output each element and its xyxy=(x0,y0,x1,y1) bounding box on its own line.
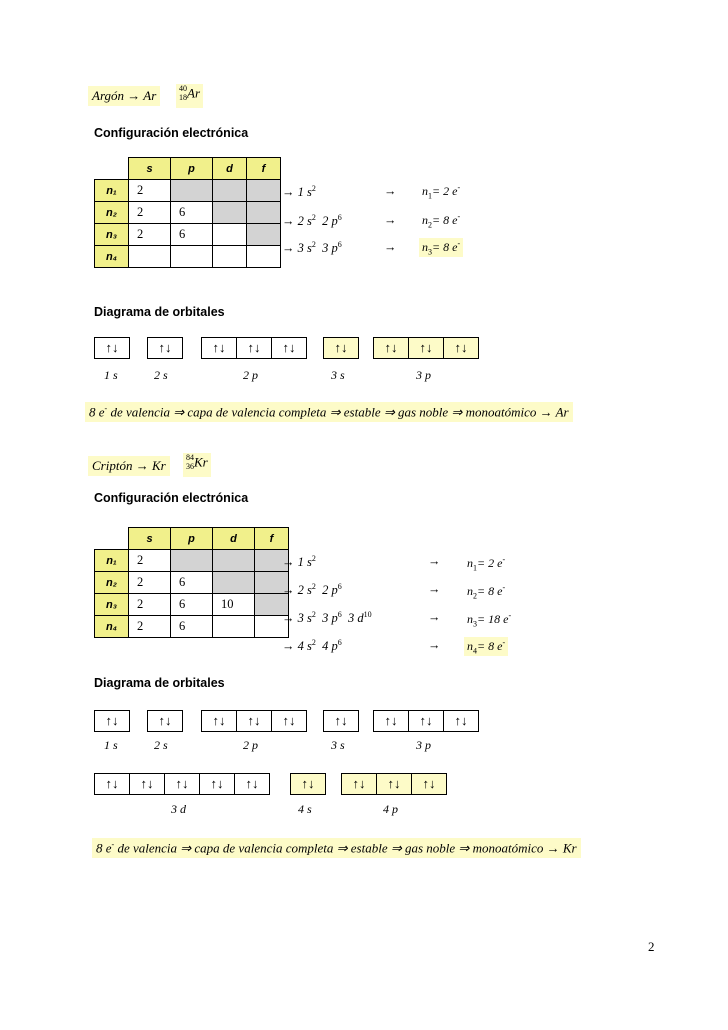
cell-n2-d xyxy=(213,202,247,224)
row-header-n4: n₄ xyxy=(95,246,129,268)
row-header-n2: n₂ xyxy=(95,202,129,224)
argon-valence-summary: 8 e- de valencia ⇒ capa de valencia completa ⇒ estable ⇒ gas noble ⇒ monoatómico → Ar xyxy=(85,402,573,422)
orbital-box-4s: ↑↓ xyxy=(290,773,326,795)
cell-n3-s: 2 xyxy=(129,594,171,616)
cell-n1-p xyxy=(171,550,213,572)
cell-n3-s: 2 xyxy=(129,224,171,246)
kripton-eq-n3: → 3 $s^2$ 3 $p^6$ 3 $d^{10}$ xyxy=(282,610,372,626)
argon-eq-n1: → 1 $s^2$ xyxy=(282,184,316,200)
argon-atomic-number: 18 xyxy=(179,93,187,102)
orbital-label-4p: 4 p xyxy=(383,802,398,816)
kripton-eq-n4: → 4 $s^2$ 4 $p^6$ xyxy=(282,638,342,654)
orbital-box-2p-1: ↑↓ xyxy=(201,710,237,732)
argon-config-table xyxy=(94,157,281,268)
kripton-orbital-heading: Diagrama de orbitales xyxy=(94,676,225,690)
orbital-label-3s: 3 s xyxy=(331,368,345,382)
orbital-box-2p-2: ↑↓ xyxy=(236,337,272,359)
col-header-p: p xyxy=(171,528,213,550)
cell-n2-s: 2 xyxy=(129,202,171,224)
orbital-label-1s: 1 s xyxy=(104,738,118,752)
col-header-d: d xyxy=(213,158,247,180)
orbital-box-3d-4: ↑↓ xyxy=(199,773,235,795)
orbital-box-4p-2: ↑↓ xyxy=(376,773,412,795)
argon-eq-n2: → 2 $s^2$ 2 $p^6$ xyxy=(282,213,342,229)
argon-result-n2: $n_2= 8$ e- xyxy=(422,212,461,230)
row-header-n1: n₁ xyxy=(95,550,129,572)
cell-n2-f xyxy=(247,202,281,224)
row-header-n2: n₂ xyxy=(95,572,129,594)
orbital-box-3d-5: ↑↓ xyxy=(234,773,270,795)
orbital-label-2s: 2 s xyxy=(154,738,168,752)
orbital-label-1s: 1 s xyxy=(104,368,118,382)
kripton-config-table xyxy=(94,527,289,638)
kripton-eq-n2: → 2 $s^2$ 2 $p^6$ xyxy=(282,582,342,598)
kripton-arrow-n4: → xyxy=(428,638,441,652)
kripton-result-n1: $n_1= 2$ e- xyxy=(467,555,506,573)
orbital-box-3s: ↑↓ xyxy=(323,337,359,359)
orbital-label-3d: 3 d xyxy=(171,802,186,816)
cell-n2-d xyxy=(213,572,255,594)
orbital-box-3p-2: ↑↓ xyxy=(408,710,444,732)
cell-n2-s: 2 xyxy=(129,572,171,594)
kripton-atomic-number: 36 xyxy=(186,462,194,471)
kripton-valence-summary: 8 e- de valencia ⇒ capa de valencia completa ⇒ estable ⇒ gas noble ⇒ monoatómico → Kr xyxy=(92,838,581,858)
row-header-n4: n₄ xyxy=(95,616,129,638)
orbital-box-3d-3: ↑↓ xyxy=(164,773,200,795)
orbital-box-3d-2: ↑↓ xyxy=(129,773,165,795)
cell-n4-p: 6 xyxy=(171,616,213,638)
cell-n4-d xyxy=(213,246,247,268)
argon-isotope xyxy=(176,84,203,108)
orbital-box-1s: ↑↓ xyxy=(94,337,130,359)
kripton-title: Criptón → Kr xyxy=(88,456,170,476)
argon-arrow-n1: → xyxy=(384,184,397,198)
cell-n1-d xyxy=(213,550,255,572)
kripton-symbol: Kr xyxy=(194,454,208,470)
orbital-box-2s: ↑↓ xyxy=(147,337,183,359)
orbital-box-3p-3: ↑↓ xyxy=(443,337,479,359)
col-header-f: f xyxy=(247,158,281,180)
row-header-n3: n₃ xyxy=(95,594,129,616)
orbital-box-3p-2: ↑↓ xyxy=(408,337,444,359)
cell-n2-p: 6 xyxy=(171,202,213,224)
cell-n3-d: 10 xyxy=(213,594,255,616)
orbital-box-1s: ↑↓ xyxy=(94,710,130,732)
orbital-box-3p-1: ↑↓ xyxy=(373,337,409,359)
col-header-s: s xyxy=(129,158,171,180)
orbital-box-3d-1: ↑↓ xyxy=(94,773,130,795)
row-header-n3: n₃ xyxy=(95,224,129,246)
kripton-eq-n1: → 1 $s^2$ xyxy=(282,554,316,570)
kripton-arrow-n1: → xyxy=(428,554,441,568)
row-header-n1: n₁ xyxy=(95,180,129,202)
orbital-box-4p-1: ↑↓ xyxy=(341,773,377,795)
orbital-box-3p-1: ↑↓ xyxy=(373,710,409,732)
argon-symbol: Ar xyxy=(187,85,200,101)
cell-n3-p: 6 xyxy=(171,594,213,616)
cell-n4-f xyxy=(247,246,281,268)
cell-n1-f xyxy=(247,180,281,202)
cell-n4-s xyxy=(129,246,171,268)
cell-n1-s: 2 xyxy=(129,180,171,202)
orbital-box-2p-3: ↑↓ xyxy=(271,710,307,732)
orbital-box-3p-3: ↑↓ xyxy=(443,710,479,732)
orbital-box-2p-2: ↑↓ xyxy=(236,710,272,732)
orbital-box-3s: ↑↓ xyxy=(323,710,359,732)
orbital-label-4s: 4 s xyxy=(298,802,312,816)
orbital-label-2p: 2 p xyxy=(243,738,258,752)
kripton-result-n2: $n_2= 8$ e- xyxy=(467,583,506,601)
argon-title: Argón → Ar xyxy=(88,86,160,106)
orbital-label-2s: 2 s xyxy=(154,368,168,382)
orbital-box-2p-1: ↑↓ xyxy=(201,337,237,359)
cell-n4-d xyxy=(213,616,255,638)
kripton-config-heading: Configuración electrónica xyxy=(94,491,249,505)
cell-n4-p xyxy=(171,246,213,268)
kripton-result-n3: $n_3= 18$ e- xyxy=(467,611,512,629)
cell-n4-s: 2 xyxy=(129,616,171,638)
argon-mass-number: 40 xyxy=(179,84,187,93)
argon-orbital-heading: Diagrama de orbitales xyxy=(94,305,225,319)
kripton-arrow-n3: → xyxy=(428,610,441,624)
orbital-label-3p: 3 p xyxy=(416,368,431,382)
orbital-label-3p: 3 p xyxy=(416,738,431,752)
argon-result-n1: $n_1= 2$ e- xyxy=(422,183,461,201)
kripton-isotope xyxy=(183,453,211,477)
cell-n3-p: 6 xyxy=(171,224,213,246)
cell-n3-f xyxy=(247,224,281,246)
orbital-box-2p-3: ↑↓ xyxy=(271,337,307,359)
orbital-box-4p-3: ↑↓ xyxy=(411,773,447,795)
kripton-arrow-n2: → xyxy=(428,582,441,596)
page-number: 2 xyxy=(648,939,655,954)
kripton-mass-number: 84 xyxy=(186,453,194,462)
argon-result-n3: $n_3= 8$ e- xyxy=(419,238,463,257)
col-header-f: f xyxy=(255,528,289,550)
cell-n1-p xyxy=(171,180,213,202)
cell-n1-s: 2 xyxy=(129,550,171,572)
kripton-result-n4: $n_4= 8$ e- xyxy=(464,637,508,656)
col-header-p: p xyxy=(171,158,213,180)
argon-arrow-n2: → xyxy=(384,213,397,227)
cell-n1-d xyxy=(213,180,247,202)
argon-eq-n3: → 3 $s^2$ 3 $p^6$ xyxy=(282,240,342,256)
col-header-s: s xyxy=(129,528,171,550)
cell-n2-p: 6 xyxy=(171,572,213,594)
col-header-d: d xyxy=(213,528,255,550)
argon-config-heading: Configuración electrónica xyxy=(94,126,249,140)
orbital-label-3s: 3 s xyxy=(331,738,345,752)
cell-n3-d xyxy=(213,224,247,246)
orbital-label-2p: 2 p xyxy=(243,368,258,382)
argon-arrow-n3: → xyxy=(384,240,397,254)
orbital-box-2s: ↑↓ xyxy=(147,710,183,732)
